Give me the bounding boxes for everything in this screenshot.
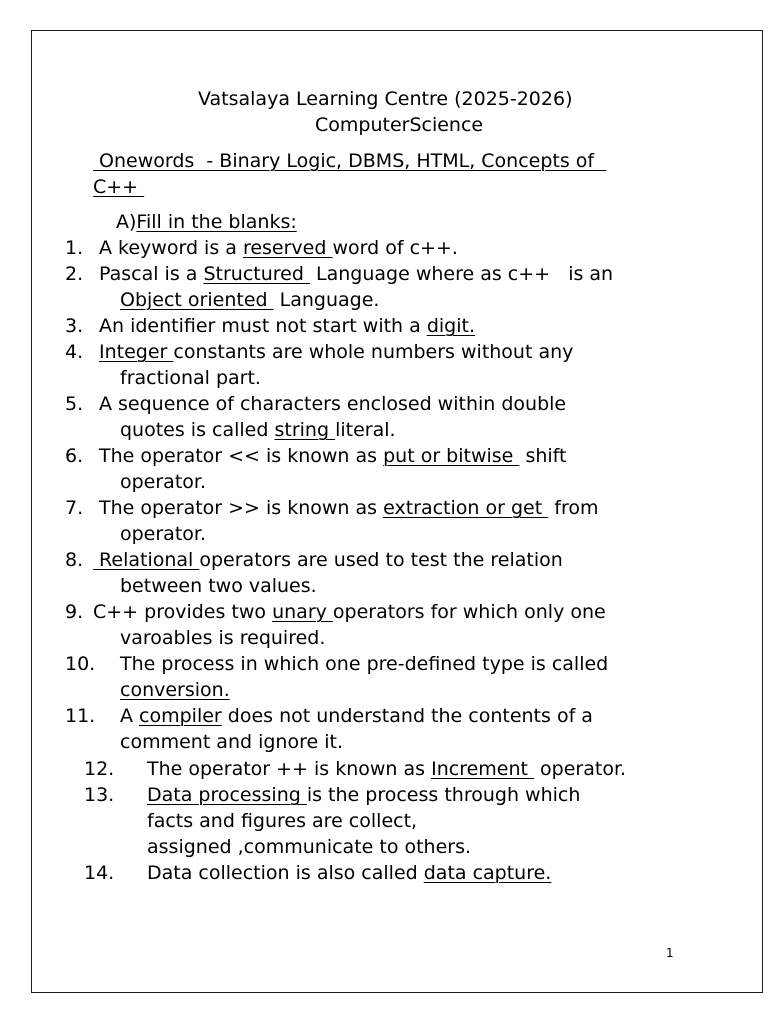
question-12: The operator ++ is known as Increment operator.	[147, 758, 627, 780]
question-11-cont: comment and ignore it.	[120, 731, 343, 753]
question-number: 9.	[65, 601, 84, 623]
question-number: 3.	[65, 315, 84, 337]
question-5-cont: quotes is called string literal.	[120, 419, 396, 441]
answer-blank: digit.	[426, 315, 475, 337]
question-7-cont: operator.	[120, 523, 207, 545]
question-number: 5.	[65, 393, 84, 415]
question-3: An identifier must not start with a digit.	[99, 315, 475, 337]
question-number: 7.	[65, 497, 84, 519]
question-number: 1.	[65, 237, 84, 259]
question-10-cont	[120, 677, 230, 703]
question-5: A sequence of characters enclosed within double	[99, 393, 567, 415]
question-number: 12.	[84, 758, 115, 780]
answer-blank: Object oriented	[120, 289, 274, 311]
answer-blank: data capture.	[423, 862, 552, 884]
section-title: Fill in the blanks:	[136, 211, 297, 233]
question-13: Data processing is the process through which	[147, 784, 581, 806]
question-2-cont: Object oriented Language.	[120, 289, 380, 311]
question-1: A keyword is a reserved word of c++.	[99, 237, 458, 259]
question-9: C++ provides two unary operators for which only one	[93, 601, 606, 623]
question-4-cont: fractional part.	[120, 367, 261, 389]
topic-line-1: Onewords - Binary Logic, DBMS, HTML, Concepts of	[93, 150, 607, 172]
question-2: Pascal is a Structured Language where as c++ is an	[99, 263, 614, 285]
subject-title: ComputerScience	[315, 114, 484, 136]
answer-blank: Increment	[431, 758, 535, 780]
question-11: A compiler does not understand the contents of a	[120, 705, 593, 727]
question-number: 14.	[84, 862, 115, 884]
answer-blank: reserved	[242, 237, 333, 259]
question-8: Relational operators are used to test the relation	[93, 549, 563, 571]
answer-blank: Structured	[203, 263, 310, 285]
section-prefix: A)	[116, 211, 137, 233]
answer-blank: compiler	[139, 705, 222, 727]
answer-blank: string	[274, 419, 336, 441]
question-13-cont: assigned ,communicate to others.	[147, 836, 472, 858]
question-7: The operator >> is known as extraction or get from	[99, 497, 599, 519]
answer-blank: Data processing	[147, 784, 307, 806]
question-number: 11.	[65, 705, 96, 727]
question-9-cont: varoables is required.	[120, 627, 326, 649]
question-number: 13.	[84, 784, 115, 806]
answer-blank: conversion.	[120, 679, 230, 701]
question-4: Integer constants are whole numbers without any	[99, 341, 574, 363]
question-8-cont: between two values.	[120, 575, 317, 597]
topic-line-2: C++	[93, 176, 145, 198]
answer-blank: put or bitwise	[383, 445, 520, 467]
section-heading	[116, 209, 297, 235]
question-number: 8.	[65, 549, 84, 571]
answer-blank: Relational	[93, 549, 200, 571]
question-6-cont: operator.	[120, 471, 207, 493]
question-10: The process in which one pre-defined type is called	[120, 653, 609, 675]
page-number: 1	[666, 946, 674, 960]
answer-blank: extraction or get	[383, 497, 549, 519]
question-number: 2.	[65, 263, 84, 285]
question-14: Data collection is also called data capture.	[147, 862, 552, 884]
question-6: The operator << is known as put or bitwise shift	[99, 445, 567, 467]
answer-blank: unary	[272, 601, 333, 623]
question-13-cont: facts and figures are collect,	[147, 810, 418, 832]
question-number: 6.	[65, 445, 84, 467]
question-number: 4.	[65, 341, 84, 363]
answer-blank: Integer	[99, 341, 174, 363]
question-number: 10.	[65, 653, 96, 675]
document-title: Vatsalaya Learning Centre (2025-2026)	[198, 88, 573, 110]
